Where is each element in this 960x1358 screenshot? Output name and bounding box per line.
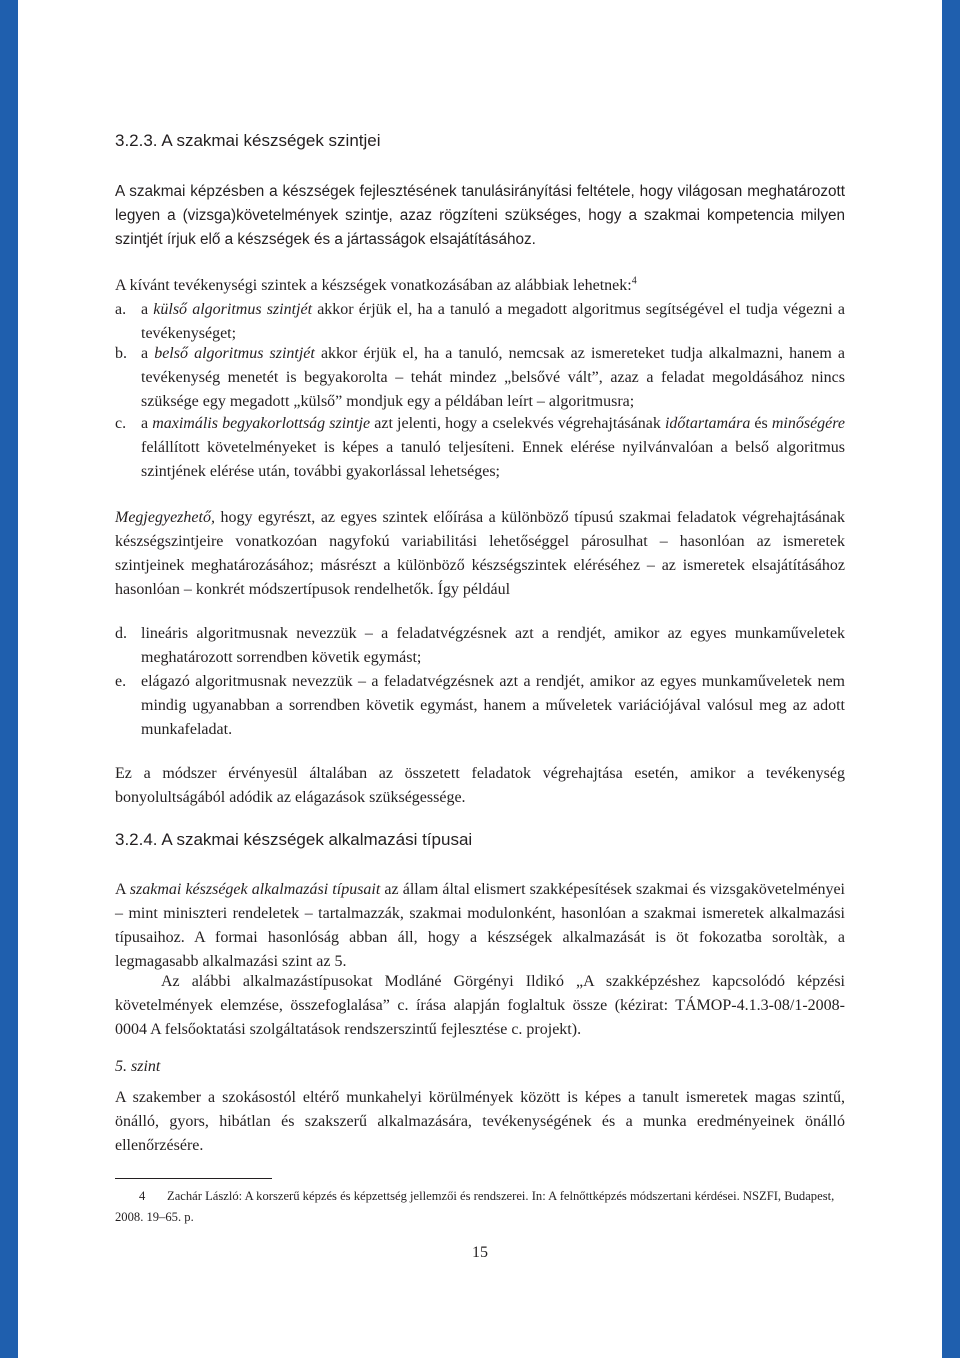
item-text: a: [141, 345, 155, 362]
footnote-text: Zachár László: A korszerű képzés és képzettség jellemzői és rendszerei. In: A felnőttképzés módszertani kérdései. NSZFI, Budapest, 2008. 19–65. p.: [115, 1189, 835, 1224]
item-text: azt jelenti, hogy a cselekvés végrehajtásának: [370, 415, 665, 432]
item-text: elágazó algoritmusnak nevezzük – a feladatvégzésnek azt a rendjét, amikor az egyes munkaműveletek nem mindig ugyanabban a sorrendben követik egymást, hanem a műveletek variációjával valósul meg az adott munkafeladat.: [141, 673, 845, 738]
item-text: a: [141, 301, 154, 318]
footnote-number: 4: [139, 1189, 146, 1203]
item-text: felállított követelményeket is képes a tanuló teljesíteni. Ennek elérése nyilvánvalóan a belső algoritmus szintjének elérése után, további gyakorlással lehetséges;: [141, 439, 845, 480]
level-5-description: A szakember a szokásostól eltérő munkahelyi körülmények között is képes a tanult ismeretek magas szintű, önálló, gyors, hibátlan és szakszerű alkalmazására, tevékenységének és a munka eredményeinek önálló ellenőrzésére.: [115, 1089, 845, 1154]
footnote-separator: [115, 1178, 272, 1179]
item-marker: e.: [115, 673, 127, 690]
item-text: akkor érjük el, ha a tanuló, nemcsak az ismereteket tudja alkalmazni, hanem a tevékenység menetét is begyakorolta – tehát mindez „belsővé vált”, azaz a feladat megoldásához nincs szüksége egy megadott „külső” mondjuk egy a példában leírt – algoritmusra;: [141, 345, 846, 410]
para-text: A: [115, 881, 130, 898]
note-paragraph: [115, 506, 845, 602]
source-paragraph: Az alábbi alkalmazástípusokat Modláné Görgényi Ildikó „A szakképzéshez kapcsolódó képzési követelmények elemzése, összefoglalása” c. írása alapján foglaltuk össze (kézirat: TÁMOP-4.1.3-08/1-2008-0004 A felsőoktatási szolgáltatások rendszerszintű fejlesztése c. projekt).: [115, 973, 845, 1038]
item-emphasis: maximális begyakorlottság szintje: [152, 415, 371, 432]
levels-intro-text: A kívánt tevékenységi szintek a készségek vonatkozásában az alábbiak lehetnek:: [115, 277, 632, 294]
algorithm-item-d: [115, 622, 845, 670]
level-item-b: [115, 342, 845, 414]
item-marker: b.: [115, 345, 127, 362]
left-blue-band: [0, 0, 18, 1358]
application-types-paragraph: [115, 878, 845, 974]
method-paragraph: Ez a módszer érvényesül általában az összetett feladatok végrehajtása esetén, amikor a tevékenység bonyolultságából adódik az elágazások szükségessége.: [115, 765, 845, 806]
levels-intro: [115, 274, 845, 298]
footnote: [115, 1186, 845, 1228]
right-blue-band: [942, 0, 960, 1358]
algorithm-item-e: [115, 670, 845, 742]
item-emphasis: külső algoritmus szintjét: [153, 301, 313, 318]
item-emphasis: időtartamára: [664, 415, 751, 432]
level-item-c: [115, 412, 845, 484]
level-5-label-text: 5. szint: [115, 1058, 161, 1075]
level-5-label: [115, 1055, 845, 1079]
item-emphasis: belső algoritmus szintjét: [154, 345, 315, 362]
footnote-reference: 4: [631, 275, 637, 287]
section-heading-3-2-4: 3.2.4. A szakmai készségek alkalmazási típusai: [115, 830, 473, 849]
item-marker: c.: [115, 415, 127, 432]
item-marker: d.: [115, 625, 127, 642]
item-text: a: [141, 415, 153, 432]
item-text: lineáris algoritmusnak nevezzük – a feladatvégzésnek azt a rendjét, amikor az egyes munkaműveletek meghatározott sorrendben követik egymást;: [141, 625, 845, 666]
note-emphasis: Megjegyezhető,: [115, 509, 215, 526]
page-number: 15: [472, 1244, 488, 1261]
item-text: és: [750, 415, 772, 432]
item-emphasis: minőségére: [771, 415, 846, 432]
para-emphasis: szakmai készségek alkalmazási típusait: [129, 881, 381, 898]
level-item-a: [115, 298, 845, 346]
intro-paragraph: A szakmai képzésben a készségek fejlesztésének tanulásirányítási feltétele, hogy világosan meghatározott legyen a (vizsga)követelmények szintje, azaz rögzíteni szükséges, hogy a szakmai kompetencia milyen szintjét írjuk elő a készségek és a jártasságok elsajátításához.: [115, 183, 845, 248]
item-marker: a.: [115, 301, 127, 318]
section-heading-3-2-3: 3.2.3. A szakmai készségek szintjei: [115, 131, 381, 150]
item-text: akkor érjük el, ha a tanuló a megadott algoritmus segítségével el tudja végezni a tevékenységet;: [141, 301, 845, 342]
note-text: hogy egyrészt, az egyes szintek előírása a különböző típusú szakmai feladatok végrehajtásának készségszintjeire vonatkozóan nagyfokú variabilitási lehetőséggel párosulhat – hasonlóan az ismeretek szintjeinek meghatározásához; másrészt a különböző készségszintek eléréséhez – az ismeretek elsajátításához hasonlóan – konkrét módszertípusok rendelhetők. Így például: [115, 509, 845, 598]
para-text: az állam által elismert szakképesítések szakmai és vizsgakövetelményei – mint miniszteri rendeletek – tartalmazzák, szakmai modulonként, hasonlóan a szakmai ismeretek alkalmazási típusaihoz. A formai hasonlóság abban áll, hogy a készségek alkalmazását is öt fokozatba soroltàk, a legmagasabb alkalmazási szint az 5.: [115, 881, 845, 970]
